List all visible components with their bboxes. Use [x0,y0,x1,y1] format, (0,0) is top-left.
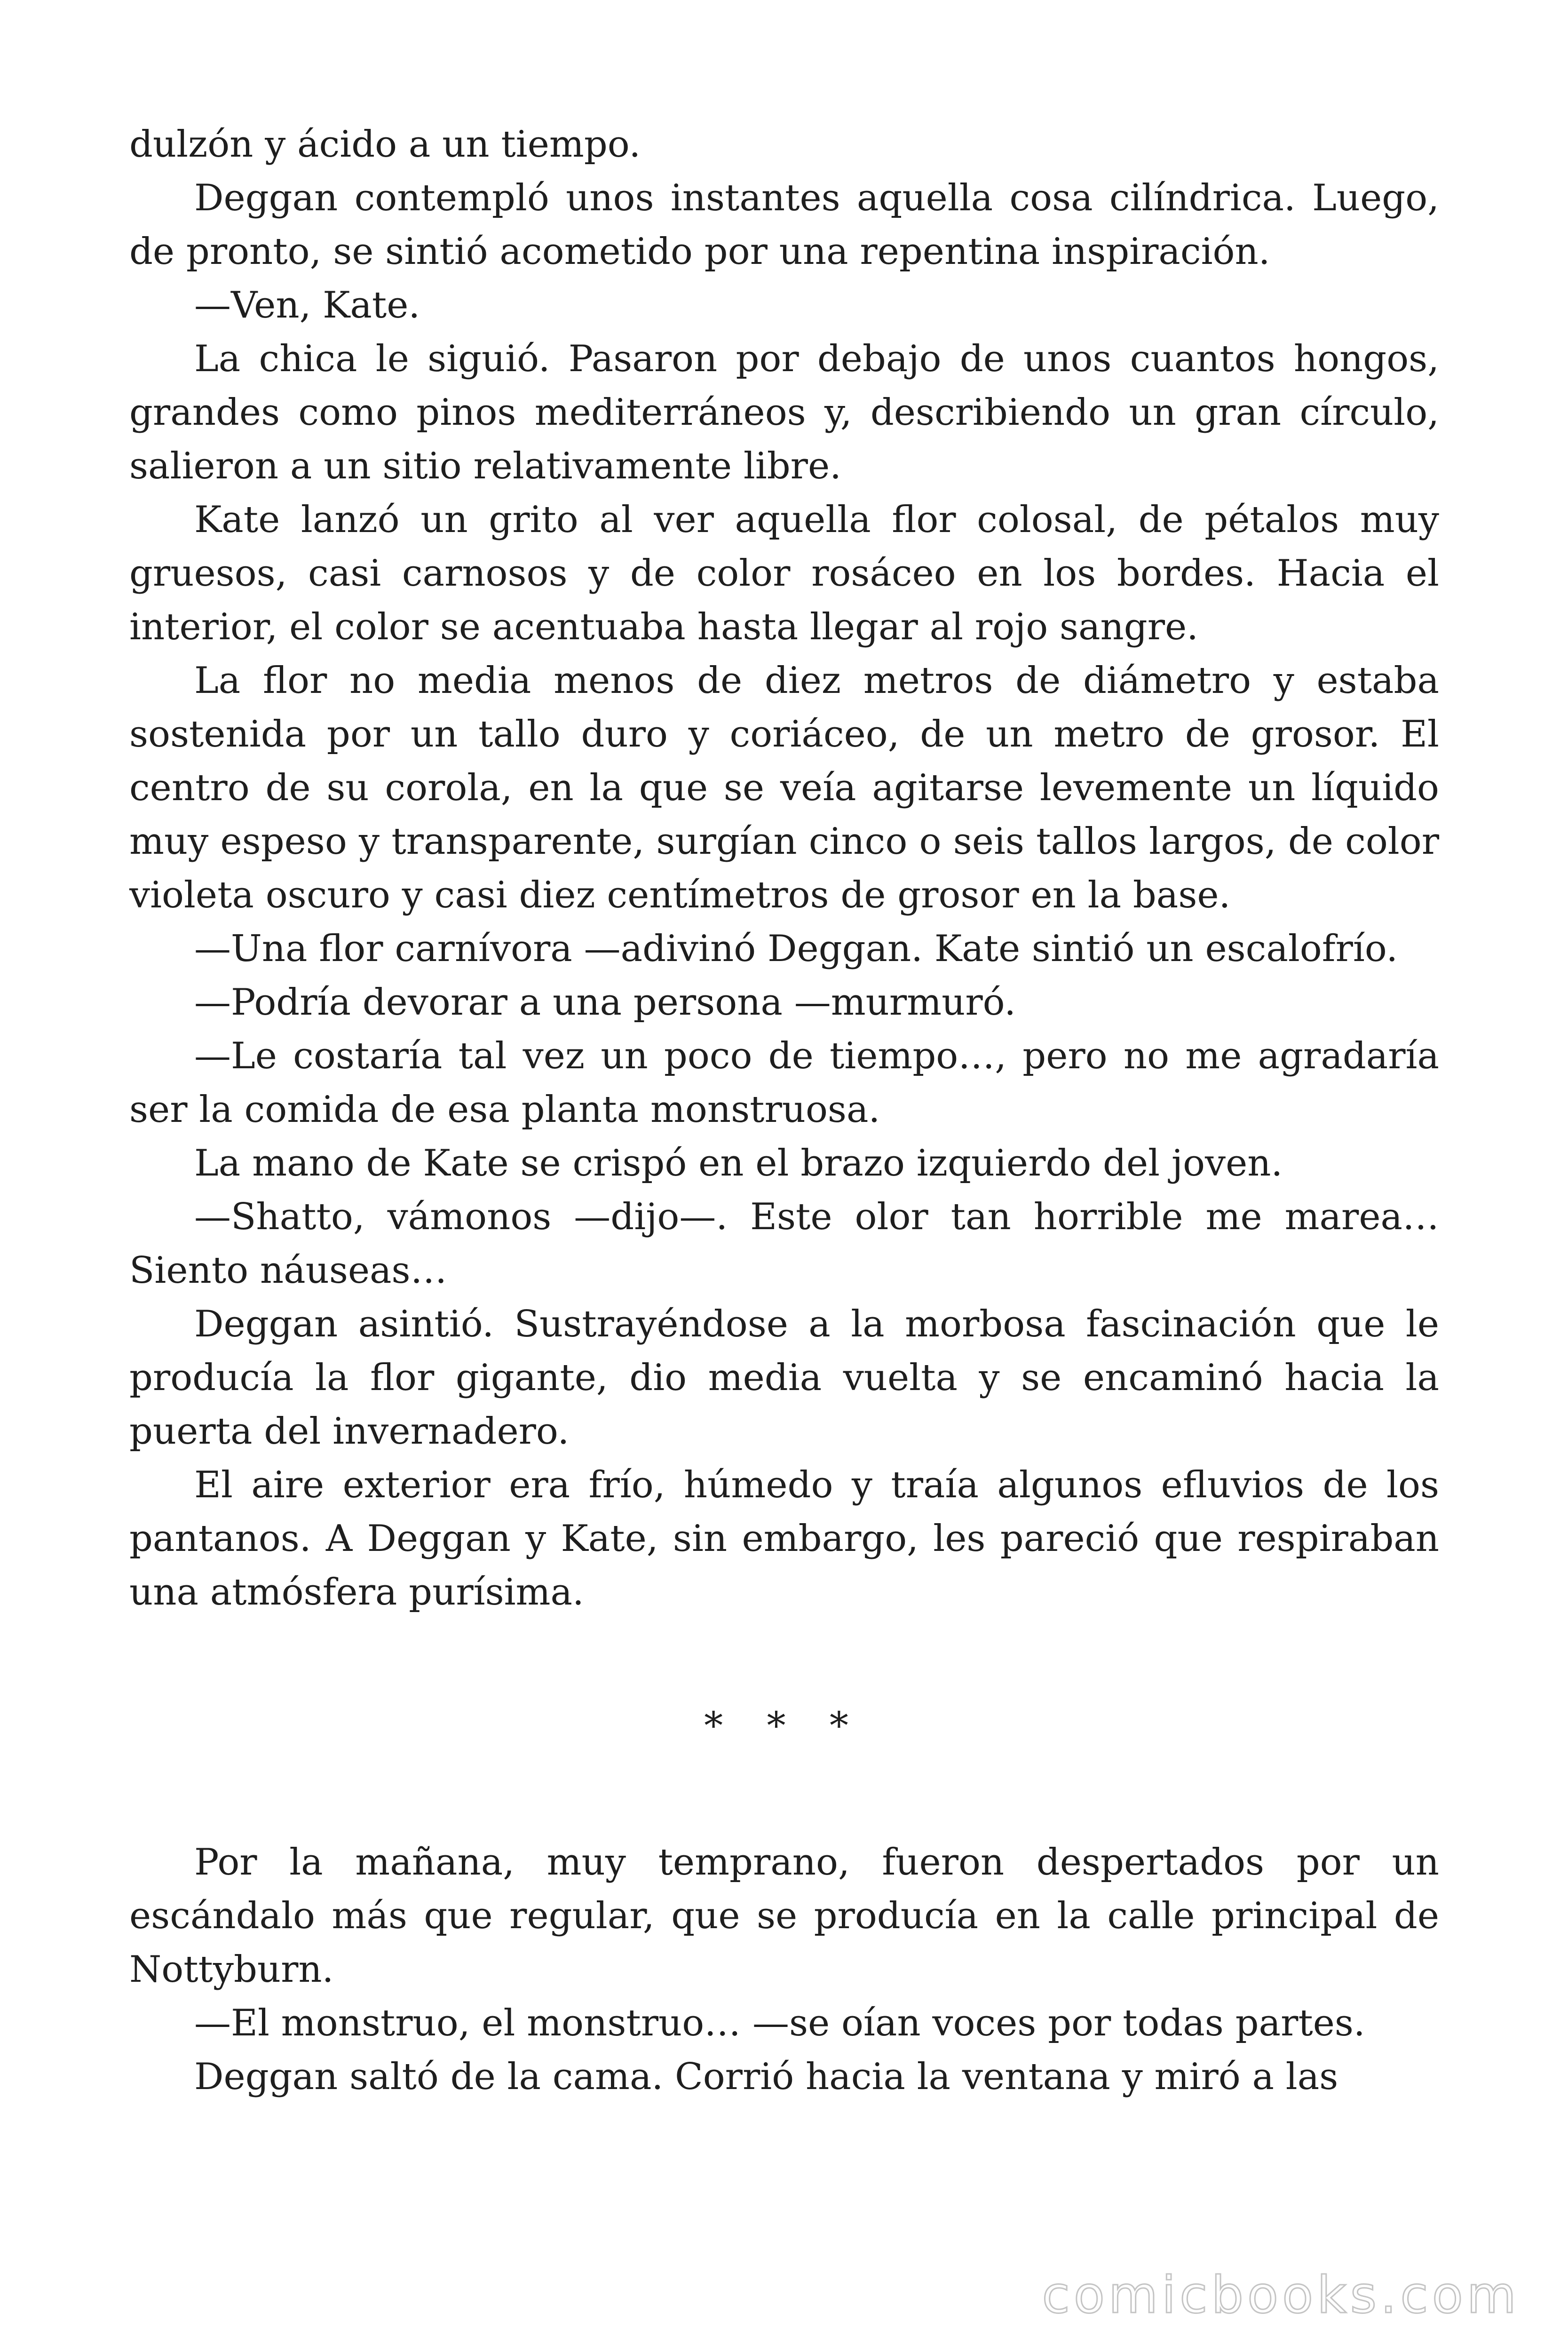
paragraph: La flor no media menos de diez metros de diámetro y estaba sostenida por un tallo duro y coriáceo, de un metro de grosor. El centro de su corola, en la que se veía agitarse levemente un líquido muy espeso y transparente, surgían cinco o seis tallos largos, de color violeta oscuro y casi diez centímetros de grosor en la base. [129,660,1439,916]
paragraph: Deggan saltó de la cama. Corrió hacia la ventana y miró a las [194,2056,1338,2098]
paragraph: Deggan asintió. Sustrayéndose a la morbosa fascinación que le producía la flor gigante, dio media vuelta y se encaminó hacia la puerta del invernadero. [129,1303,1439,1453]
paragraph: dulzón y ácido a un tiempo. [129,123,641,166]
book-page [129,118,1439,2104]
paragraph: —Shatto, vámonos —dijo—. Este olor tan horrible me marea… Siento náuseas… [129,1196,1439,1292]
paragraph: La chica le siguió. Pasaron por debajo de unos cuantos hongos, grandes como pinos mediterráneos y, describiendo un gran círculo, salieron a un sitio relativamente libre. [129,338,1439,487]
paragraph: —El monstruo, el monstruo… —se oían voces por todas partes. [194,2002,1365,2044]
paragraph: —Ven, Kate. [194,284,420,326]
paragraph: —Le costaría tal vez un poco de tiempo…, pero no me agradaría ser la comida de esa planta monstruosa. [129,1035,1439,1131]
paragraph: Kate lanzó un grito al ver aquella flor colosal, de pétalos muy gruesos, casi carnosos y de color rosáceo en los bordes. Hacia el interior, el color se acentuaba hasta llegar al rojo sangre. [129,499,1439,648]
paragraph: —Una flor carnívora —adivinó Deggan. Kate sintió un escalofrío. [194,928,1398,970]
watermark: comicbooks.com [1042,2266,1520,2325]
paragraph: El aire exterior era frío, húmedo y traía algunos efluvios de los pantanos. A Deggan y Kate, sin embargo, les pareció que respiraban una atmósfera purísima. [129,1464,1439,1613]
paragraph: —Podría devorar a una persona —murmuró. [194,981,1016,1024]
paragraph: Por la mañana, muy temprano, fueron despertados por un escándalo más que regular, que se producía en la calle principal de Nottyburn. [129,1841,1439,1991]
paragraph: La mano de Kate se crispó en el brazo izquierdo del joven. [194,1142,1283,1184]
section-separator: * * * [704,1704,864,1748]
paragraph: Deggan contempló unos instantes aquella cosa cilíndrica. Luego, de pronto, se sintió acometido por una repentina inspiración. [129,177,1439,273]
